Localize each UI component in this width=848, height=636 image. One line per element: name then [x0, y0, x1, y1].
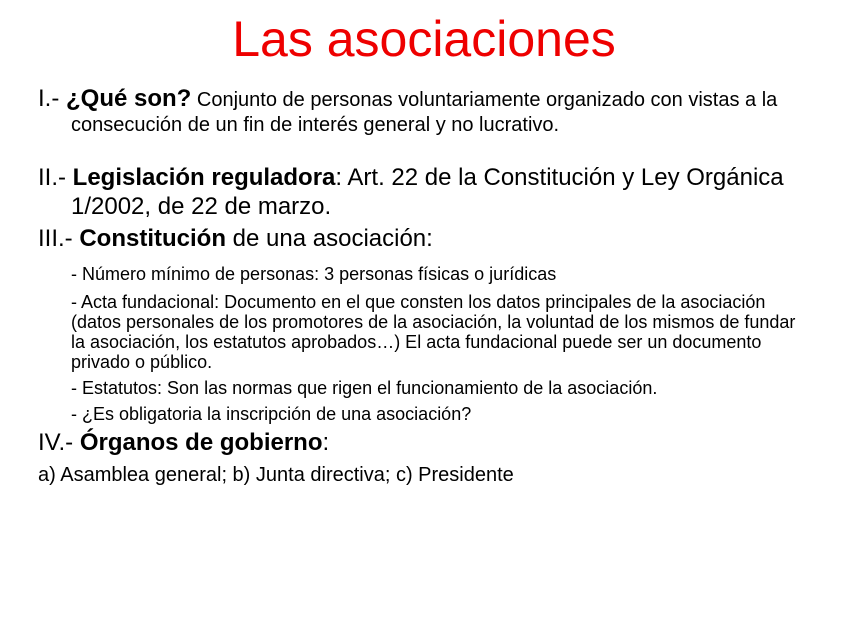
list-item-estatutos: - Estatutos: Son las normas que rigen el funcionamiento de la asociación.: [71, 378, 658, 398]
section-number: I.-: [38, 85, 66, 112]
organos-list: a) Asamblea general; b) Junta directiva; c) Presidente: [38, 464, 514, 486]
section-number: IV.-: [38, 429, 80, 456]
list-item-inscripcion: - ¿Es obligatoria la inscripción de una asociación?: [71, 404, 472, 424]
section-constitucion: [38, 224, 828, 253]
section-legislacion: [38, 163, 848, 221]
section-heading: Legislación reguladora: [72, 164, 336, 191]
section-heading: Órganos de gobierno: [79, 429, 323, 456]
section-heading: Constitución: [79, 225, 226, 252]
slide-title: Las asociaciones: [232, 11, 616, 67]
list-item-acta-fundacional: - Acta fundacional: Documento en el que consten los datos principales de la asociación (datos personales de los promotores de la asociación, la voluntad de los mismos de fundar la asociación, los estatutos aprobados…) El acta fundacional puede ser un documento privado o público.: [71, 292, 796, 372]
section-text: : Art. 22 de la Constitución y Ley Orgánica 1/2002, de 22 de marzo.: [71, 164, 784, 220]
section-number: III.-: [38, 225, 80, 252]
section-organos: [38, 428, 828, 457]
section-text: Conjunto de personas voluntariamente organizado con vistas a la consecución de un fin de interés general y no lucrativo.: [71, 89, 778, 136]
list-item-numero-minimo: - Número mínimo de personas: 3 personas físicas o jurídicas: [71, 264, 557, 284]
section-number: II.-: [38, 164, 73, 191]
section-que-son: [38, 86, 848, 138]
section-heading: ¿Qué son?: [66, 85, 192, 112]
section-text: :: [322, 429, 330, 456]
section-text: de una asociación:: [226, 225, 433, 252]
